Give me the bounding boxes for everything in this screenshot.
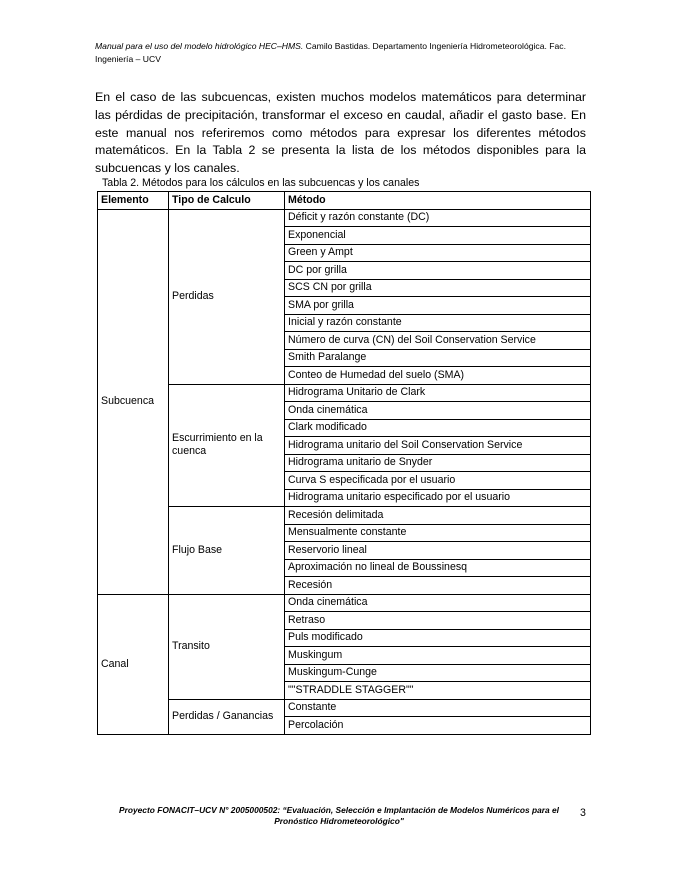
metodo-cell: Onda cinemática bbox=[285, 594, 591, 612]
metodo-cell: Mensualmente constante bbox=[285, 524, 591, 542]
metodo-cell: Puls modificado bbox=[285, 629, 591, 647]
metodo-cell: Reservorio lineal bbox=[285, 542, 591, 560]
table-row bbox=[98, 507, 591, 525]
metodo-cell: Recesión bbox=[285, 577, 591, 595]
table-header-row bbox=[98, 192, 591, 210]
metodo-cell: Inicial y razón constante bbox=[285, 314, 591, 332]
metodo-cell: Retraso bbox=[285, 612, 591, 630]
metodo-cell: Onda cinemática bbox=[285, 402, 591, 420]
table-row bbox=[98, 594, 591, 612]
metodo-cell: Muskingum bbox=[285, 647, 591, 665]
metodo-cell: SMA por grilla bbox=[285, 297, 591, 315]
metodo-cell: Aproximación no lineal de Boussinesq bbox=[285, 559, 591, 577]
header-metodo: Método bbox=[285, 192, 591, 210]
header-elemento: Elemento bbox=[98, 192, 169, 210]
header-manual-title: Manual para el uso del modelo hidrológico HEC–HMS. bbox=[95, 41, 304, 51]
metodo-cell: DC por grilla bbox=[285, 262, 591, 280]
metodo-cell: Constante bbox=[285, 699, 591, 717]
metodo-cell: Número de curva (CN) del Soil Conservation Service bbox=[285, 332, 591, 350]
running-header bbox=[95, 40, 595, 66]
table-row bbox=[98, 384, 591, 402]
table-body bbox=[98, 209, 591, 734]
methods-table bbox=[97, 191, 591, 735]
metodo-cell: Exponencial bbox=[285, 227, 591, 245]
tipo-calculo-cell: Escurrimiento en la cuenca bbox=[169, 384, 285, 507]
elemento-cell: Canal bbox=[98, 594, 169, 734]
tipo-calculo-cell: Perdidas bbox=[169, 209, 285, 384]
metodo-cell: Hidrograma unitario de Snyder bbox=[285, 454, 591, 472]
page-footer: Proyecto FONACIT–UCV N° 2005000502: “Evaluación, Selección e Implantación de Modelos Numéricos para el Pronóstico Hidrometeorológico" bbox=[119, 805, 559, 826]
tipo-calculo-cell: Perdidas / Ganancias bbox=[169, 699, 285, 734]
table-caption: Tabla 2. Métodos para los cálculos en las subcuencas y los canales bbox=[102, 177, 420, 189]
metodo-cell: Hidrograma unitario especificado por el usuario bbox=[285, 489, 591, 507]
tipo-calculo-cell: Transito bbox=[169, 594, 285, 699]
metodo-cell: SCS CN por grilla bbox=[285, 279, 591, 297]
intro-paragraph: En el caso de las subcuencas, existen muchos modelos matemáticos para determinar las pérdidas de precipitación, transformar el exceso en caudal, añadir el gasto base. En este manual nos referiremos como métodos para expresar los diferentes métodos matemáticos. En la Tabla 2 se presenta la lista de los métodos disponibles para la subcuencas y los canales. bbox=[95, 90, 586, 175]
metodo-cell: Curva S especificada por el usuario bbox=[285, 472, 591, 490]
table-row bbox=[98, 209, 591, 227]
metodo-cell: Déficit y razón constante (DC) bbox=[285, 209, 591, 227]
metodo-cell: Conteo de Humedad del suelo (SMA) bbox=[285, 367, 591, 385]
header-tipo-calculo: Tipo de Calculo bbox=[169, 192, 285, 210]
elemento-cell: Subcuenca bbox=[98, 209, 169, 594]
metodo-cell: Recesión delimitada bbox=[285, 507, 591, 525]
tipo-calculo-cell: Flujo Base bbox=[169, 507, 285, 595]
metodo-cell: ""STRADDLE STAGGER"" bbox=[285, 682, 591, 700]
page-number: 3 bbox=[580, 807, 586, 819]
metodo-cell: Green y Ampt bbox=[285, 244, 591, 262]
metodo-cell: Hidrograma unitario del Soil Conservation Service bbox=[285, 437, 591, 455]
metodo-cell: Hidrograma Unitario de Clark bbox=[285, 384, 591, 402]
header-author-affiliation: Camilo Bastidas. Departamento Ingeniería Hidrometeorológica. Fac. Ingeniería – UCV bbox=[95, 41, 566, 64]
table-row bbox=[98, 699, 591, 717]
metodo-cell: Smith Paralange bbox=[285, 349, 591, 367]
metodo-cell: Clark modificado bbox=[285, 419, 591, 437]
metodo-cell: Muskingum-Cunge bbox=[285, 664, 591, 682]
metodo-cell: Percolación bbox=[285, 717, 591, 735]
